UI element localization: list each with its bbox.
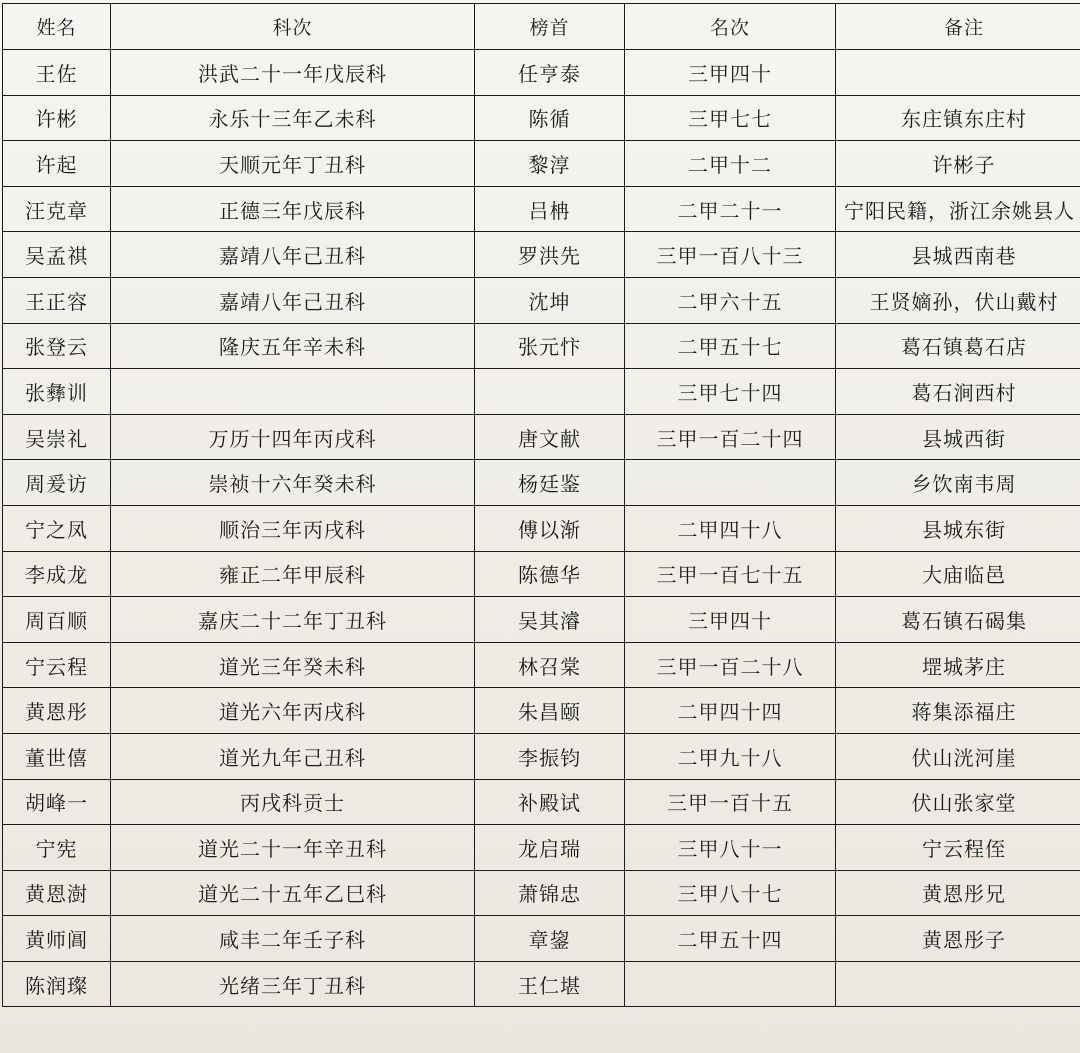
cell-top-scholar: 王仁堪 bbox=[475, 961, 625, 1007]
cell-exam: 道光六年丙戌科 bbox=[111, 688, 475, 734]
cell-rank: 三甲一百七十五 bbox=[625, 551, 836, 597]
cell-exam: 道光二十一年辛丑科 bbox=[111, 825, 475, 871]
cell-top-scholar: 傅以渐 bbox=[475, 505, 625, 551]
cell-remarks: 东庄镇东庄村 bbox=[836, 95, 1080, 141]
table-row bbox=[3, 870, 1080, 916]
cell-rank: 二甲六十五 bbox=[625, 277, 836, 323]
table-row bbox=[3, 277, 1080, 323]
table-row bbox=[3, 688, 1080, 734]
cell-top-scholar: 陈德华 bbox=[475, 551, 625, 597]
cell-remarks: 乡饮南韦周 bbox=[836, 460, 1080, 506]
cell-top-scholar: 吕柟 bbox=[475, 186, 625, 232]
cell-name: 陈润璨 bbox=[3, 961, 111, 1007]
cell-name: 李成龙 bbox=[3, 551, 111, 597]
table-row bbox=[3, 232, 1080, 278]
cell-remarks: 县城东街 bbox=[836, 505, 1080, 551]
cell-name: 张彝训 bbox=[3, 369, 111, 415]
table-row bbox=[3, 551, 1080, 597]
table-row bbox=[3, 460, 1080, 506]
cell-remarks: 蒋集添福庄 bbox=[836, 688, 1080, 734]
table-row bbox=[3, 642, 1080, 688]
table-row bbox=[3, 961, 1080, 1007]
cell-exam: 隆庆五年辛未科 bbox=[111, 323, 475, 369]
cell-name: 董世僖 bbox=[3, 733, 111, 779]
table-body bbox=[3, 50, 1080, 1007]
cell-rank: 三甲一百二十四 bbox=[625, 414, 836, 460]
cell-rank: 二甲九十八 bbox=[625, 733, 836, 779]
cell-exam: 咸丰二年壬子科 bbox=[111, 916, 475, 962]
cell-remarks: 黄恩彤子 bbox=[836, 916, 1080, 962]
cell-exam: 天顺元年丁丑科 bbox=[111, 141, 475, 187]
cell-exam: 永乐十三年乙未科 bbox=[111, 95, 475, 141]
header-row bbox=[3, 4, 1080, 50]
cell-name: 胡峰一 bbox=[3, 779, 111, 825]
cell-exam: 崇祯十六年癸未科 bbox=[111, 460, 475, 506]
cell-exam: 嘉靖八年己丑科 bbox=[111, 277, 475, 323]
cell-rank: 三甲八十一 bbox=[625, 825, 836, 871]
cell-top-scholar: 补殿试 bbox=[475, 779, 625, 825]
header-exam: 科次 bbox=[111, 4, 475, 50]
cell-rank: 二甲四十四 bbox=[625, 688, 836, 734]
cell-top-scholar: 张元忭 bbox=[475, 323, 625, 369]
cell-top-scholar bbox=[475, 369, 625, 415]
table-row bbox=[3, 825, 1080, 871]
cell-rank: 三甲八十七 bbox=[625, 870, 836, 916]
cell-rank: 三甲七七 bbox=[625, 95, 836, 141]
cell-exam: 雍正二年甲辰科 bbox=[111, 551, 475, 597]
cell-name: 黄恩彤 bbox=[3, 688, 111, 734]
cell-exam: 嘉庆二十二年丁丑科 bbox=[111, 597, 475, 643]
cell-remarks: 伏山张家堂 bbox=[836, 779, 1080, 825]
cell-exam: 光绪三年丁丑科 bbox=[111, 961, 475, 1007]
cell-top-scholar: 沈坤 bbox=[475, 277, 625, 323]
table-row bbox=[3, 50, 1080, 96]
cell-exam bbox=[111, 369, 475, 415]
cell-name: 汪克章 bbox=[3, 186, 111, 232]
cell-rank: 二甲二十一 bbox=[625, 186, 836, 232]
cell-remarks: 葛石镇石碣集 bbox=[836, 597, 1080, 643]
cell-top-scholar: 黎淳 bbox=[475, 141, 625, 187]
cell-top-scholar: 陈循 bbox=[475, 95, 625, 141]
header-rank: 名次 bbox=[625, 4, 836, 50]
header-name: 姓名 bbox=[3, 4, 111, 50]
table-row bbox=[3, 186, 1080, 232]
cell-remarks: 许彬子 bbox=[836, 141, 1080, 187]
cell-remarks: 伏山洸河崖 bbox=[836, 733, 1080, 779]
cell-remarks: 县城西南巷 bbox=[836, 232, 1080, 278]
cell-name: 周爰访 bbox=[3, 460, 111, 506]
cell-top-scholar: 林召棠 bbox=[475, 642, 625, 688]
table-row bbox=[3, 779, 1080, 825]
cell-exam: 万历十四年丙戌科 bbox=[111, 414, 475, 460]
cell-remarks: 县城西街 bbox=[836, 414, 1080, 460]
cell-exam: 道光九年己丑科 bbox=[111, 733, 475, 779]
cell-name: 黄师阊 bbox=[3, 916, 111, 962]
cell-top-scholar: 唐文献 bbox=[475, 414, 625, 460]
cell-name: 黄恩澍 bbox=[3, 870, 111, 916]
table-row bbox=[3, 733, 1080, 779]
table-row bbox=[3, 369, 1080, 415]
cell-top-scholar: 杨廷鉴 bbox=[475, 460, 625, 506]
table-row bbox=[3, 505, 1080, 551]
header-remarks: 备注 bbox=[836, 4, 1080, 50]
cell-name: 许彬 bbox=[3, 95, 111, 141]
cell-rank: 二甲四十八 bbox=[625, 505, 836, 551]
table-row bbox=[3, 414, 1080, 460]
table-header bbox=[3, 4, 1080, 50]
cell-top-scholar: 章鋆 bbox=[475, 916, 625, 962]
cell-top-scholar: 罗洪先 bbox=[475, 232, 625, 278]
cell-name: 宁之凤 bbox=[3, 505, 111, 551]
cell-exam: 道光二十五年乙巳科 bbox=[111, 870, 475, 916]
cell-remarks: 黄恩彤兄 bbox=[836, 870, 1080, 916]
cell-exam: 顺治三年丙戌科 bbox=[111, 505, 475, 551]
cell-name: 吴崇礼 bbox=[3, 414, 111, 460]
cell-rank: 三甲一百二十八 bbox=[625, 642, 836, 688]
cell-name: 许起 bbox=[3, 141, 111, 187]
cell-rank: 三甲七十四 bbox=[625, 369, 836, 415]
cell-rank: 三甲一百八十三 bbox=[625, 232, 836, 278]
cell-exam: 道光三年癸未科 bbox=[111, 642, 475, 688]
cell-top-scholar: 吴其濬 bbox=[475, 597, 625, 643]
table-row bbox=[3, 95, 1080, 141]
table-row bbox=[3, 916, 1080, 962]
cell-rank: 二甲十二 bbox=[625, 141, 836, 187]
cell-top-scholar: 萧锦忠 bbox=[475, 870, 625, 916]
cell-remarks bbox=[836, 50, 1080, 96]
cell-exam: 嘉靖八年己丑科 bbox=[111, 232, 475, 278]
cell-rank bbox=[625, 460, 836, 506]
cell-rank: 三甲四十 bbox=[625, 597, 836, 643]
cell-rank: 二甲五十四 bbox=[625, 916, 836, 962]
cell-name: 吴孟祺 bbox=[3, 232, 111, 278]
header-top-scholar: 榜首 bbox=[475, 4, 625, 50]
cell-exam: 正德三年戊辰科 bbox=[111, 186, 475, 232]
cell-remarks bbox=[836, 961, 1080, 1007]
cell-name: 王佐 bbox=[3, 50, 111, 96]
cell-top-scholar: 龙启瑞 bbox=[475, 825, 625, 871]
cell-remarks: 宁阳民籍，浙江余姚县人 bbox=[836, 186, 1080, 232]
cell-rank: 三甲一百十五 bbox=[625, 779, 836, 825]
cell-rank: 二甲五十七 bbox=[625, 323, 836, 369]
cell-name: 宁宪 bbox=[3, 825, 111, 871]
cell-remarks: 大庙临邑 bbox=[836, 551, 1080, 597]
table-row bbox=[3, 597, 1080, 643]
cell-rank: 三甲四十 bbox=[625, 50, 836, 96]
cell-remarks: 王贤嫡孙，伏山戴村 bbox=[836, 277, 1080, 323]
cell-exam: 丙戌科贡士 bbox=[111, 779, 475, 825]
table-row bbox=[3, 141, 1080, 187]
cell-name: 王正容 bbox=[3, 277, 111, 323]
cell-remarks: 葛石镇葛石店 bbox=[836, 323, 1080, 369]
cell-name: 周百顺 bbox=[3, 597, 111, 643]
cell-exam: 洪武二十一年戊辰科 bbox=[111, 50, 475, 96]
cell-top-scholar: 任亨泰 bbox=[475, 50, 625, 96]
cell-rank bbox=[625, 961, 836, 1007]
cell-name: 宁云程 bbox=[3, 642, 111, 688]
cell-remarks: 堽城茅庄 bbox=[836, 642, 1080, 688]
cell-remarks: 葛石涧西村 bbox=[836, 369, 1080, 415]
cell-remarks: 宁云程侄 bbox=[836, 825, 1080, 871]
table-row bbox=[3, 323, 1080, 369]
jinshi-table bbox=[2, 3, 1080, 1007]
cell-name: 张登云 bbox=[3, 323, 111, 369]
cell-top-scholar: 朱昌颐 bbox=[475, 688, 625, 734]
cell-top-scholar: 李振钧 bbox=[475, 733, 625, 779]
